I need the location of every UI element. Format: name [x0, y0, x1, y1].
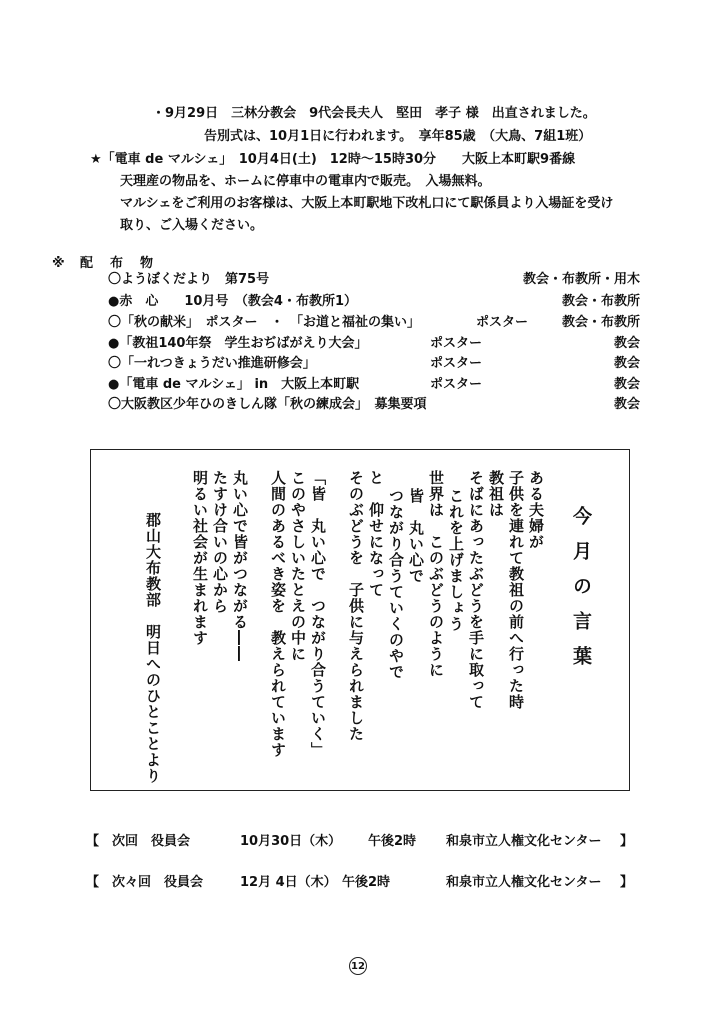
bracket-close: 】 — [620, 875, 634, 890]
meeting-time: 午後2時 — [368, 834, 417, 849]
verse-line: そのぶどうを 子供に与えられました — [347, 470, 365, 742]
list-item — [108, 332, 640, 350]
verse-line: そばにあったぶどうを手に取って — [467, 470, 485, 710]
distribution-item: 〇ようぼくだより 第75号 — [108, 272, 270, 287]
notice-line: 天理産の物品を、ホームに停車中の電車内で販売。 入場無料。 — [120, 174, 491, 189]
distribution-item: ●「教祖140年祭 学生おぢばがえり大会」 — [108, 336, 368, 351]
list-item — [108, 352, 640, 370]
distribution-dest: 教会・布教所 — [561, 315, 640, 330]
meeting-label: 次々回 役員会 — [112, 875, 204, 890]
distribution-dest: 教会・布教所・用木 — [522, 272, 640, 287]
verse-line: たすけ合いの心から — [211, 470, 229, 614]
meeting-place: 和泉市立人権文化センター — [446, 834, 602, 849]
verse-line: 子供を連れて教祖の前へ行った時 — [507, 470, 525, 710]
distribution-item: 〇「一れつきょうだい推進研修会」 — [108, 356, 316, 371]
distribution-kind: ポスター — [430, 336, 483, 351]
monthly-word-source: 郡山大布教部 明日へのひとことより — [144, 512, 162, 784]
distribution-dest: 教会 — [613, 397, 640, 412]
meeting-date: 12月 4日（木） — [240, 875, 337, 890]
distribution-dest: 教会 — [613, 377, 640, 392]
bracket-open: 【 — [86, 834, 100, 849]
verse-line: ある夫婦が — [527, 470, 545, 550]
verse-line: つながり合うていくのやで — [387, 488, 405, 680]
notice-line: マルシェをご利用のお客様は、大阪上本町駅地下改札口にて駅係員より入場証を受け — [120, 196, 614, 211]
list-item — [108, 373, 640, 391]
notice-line: ★「電車 de マルシェ」 10月4日(土) 12時～15時30分 大阪上本町駅9番線 — [90, 152, 576, 167]
distribution-mark: ※ — [52, 256, 65, 271]
meeting-label: 次回 役員会 — [112, 834, 191, 849]
monthly-word-panel — [90, 449, 630, 791]
verse-line: 「皆 丸い心で つながり合うていく」 — [309, 470, 327, 758]
verse-line: と 仰せになって — [367, 470, 385, 598]
bracket-open: 【 — [86, 875, 100, 890]
notice-line: 告別式は、10月1日に行われます。 享年85歳 （大鳥、7組1班） — [204, 129, 592, 144]
list-item — [108, 393, 640, 411]
verse-line: 世界は このぶどうのように — [427, 470, 445, 678]
distribution-dest: 教会・布教所 — [561, 294, 640, 309]
meeting-date: 10月30日（木） — [240, 834, 342, 849]
notice-line: ・9月29日 三林分教会 9代会長夫人 堅田 孝子 様 出直されました。 — [152, 106, 596, 121]
meeting-time: 午後2時 — [342, 875, 391, 890]
meeting-place: 和泉市立人権文化センター — [446, 875, 602, 890]
list-item — [108, 311, 640, 329]
distribution-dest: 教会 — [613, 356, 640, 371]
distribution-heading: 配 布 物 — [80, 256, 156, 271]
distribution-kind: ポスター — [430, 377, 483, 392]
distribution-item: 〇大阪教区少年ひのきしん隊「秋の練成会」 募集要項 — [108, 397, 427, 412]
distribution-kind: ポスター — [430, 356, 483, 371]
distribution-item: 〇「秋の献米」 ポスター ・ 「お道と福祉の集い」 — [108, 315, 421, 330]
verse-line: 丸い心で皆がつながる―― — [231, 470, 249, 662]
verse-line: 明るい社会が生まれます — [191, 470, 209, 646]
list-item — [108, 290, 640, 308]
list-item — [108, 268, 640, 286]
verse-line: 皆 丸い心で — [407, 488, 425, 584]
monthly-word-title: 今月の言葉 — [570, 506, 592, 681]
page-number: 12 — [349, 957, 367, 975]
verse-line: これを上げましょう — [447, 488, 465, 632]
verse-line: このやさしいたとえの中に — [289, 470, 307, 662]
verse-line: 人間のあるべき姿を 教えられています — [269, 470, 287, 758]
verse-line: 教祖は — [487, 470, 505, 518]
bracket-close: 】 — [620, 834, 634, 849]
notice-line: 取り、ご入場ください。 — [120, 218, 264, 233]
distribution-dest: 教会 — [613, 336, 640, 351]
distribution-item: ●「電車 de マルシェ」 in 大阪上本町駅 — [108, 377, 360, 392]
distribution-item: ●赤 心 10月号 （教会4・布教所1） — [108, 294, 358, 309]
distribution-kind: ポスター — [476, 315, 529, 330]
